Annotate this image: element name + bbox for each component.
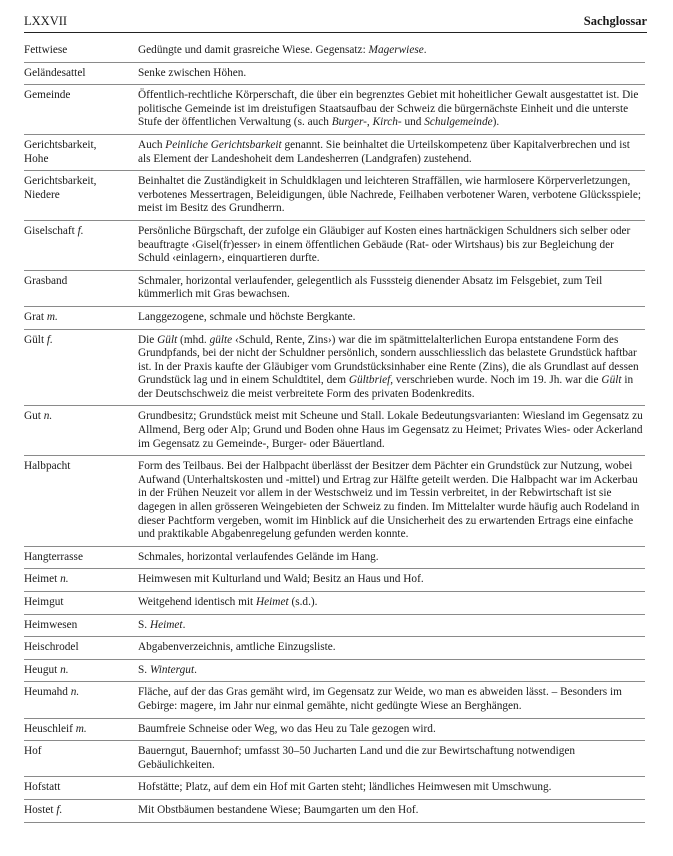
- entry-definition: Öffentlich-rechtliche Körperschaft, die über ein begrenztes Gebiet mit hoheitlicher Gewalt ausgestattet ist. Die politische Gemeinde ist im dreistufigen Staatsaufbau der Schweiz die bürgernächste Einheit und die unterste Stufe der öffentlichen Verwaltung (s. auch Burger-, Kirch- und Schulgemeinde).: [138, 89, 639, 129]
- entry-term: [24, 664, 138, 678]
- glossary-entry: [24, 777, 645, 800]
- entry-definition: Auch Peinliche Gerichtsbarkeit genannt. Sie beinhaltet die Urteilskompetenz über Kapitalverbrechen und ist als Element der Landeshoheit dem Landesherren (Landgrafen) zustehend.: [138, 138, 630, 165]
- term-word: Heimgut: [24, 596, 64, 608]
- entry-term: [24, 67, 138, 81]
- entry-term: [24, 723, 138, 737]
- italic-term: Heimet: [256, 596, 289, 608]
- term-word: Heimwesen: [24, 618, 78, 631]
- italic-term: Magerwiese: [368, 44, 424, 56]
- grammatical-gender: n.: [57, 573, 69, 586]
- glossary-entry: [24, 637, 645, 660]
- glossary-entry: [24, 800, 645, 823]
- italic-term: Gültbrief: [348, 374, 391, 387]
- entry-definition: Beinhaltet die Zuständigkeit in Schuldklagen und leichteren Straffällen, wie harmlosere Körperverletzungen, verbotenes Messertragen, Beleidigungen, üble Nachrede, Feilhaben verbotener Waren, verbotene Glücksspiele; meist im Besitz des Grundherrn.: [138, 175, 641, 215]
- grammatical-gender: m.: [72, 722, 87, 735]
- italic-term: Kirch-: [372, 116, 402, 129]
- entry-term: [24, 44, 138, 58]
- entry-definition: Langgezogene, schmale und höchste Bergkante.: [138, 310, 356, 323]
- entry-definition: Weitgehend identisch mit Heimet (s.d.).: [138, 596, 318, 608]
- entry-definition: Abgabenverzeichnis, amtliche Einzugsliste.: [138, 641, 336, 654]
- glossary-entry: [24, 271, 645, 307]
- entry-term: [24, 573, 138, 587]
- entry-term: [24, 641, 138, 655]
- grammatical-gender: f.: [74, 224, 84, 237]
- entry-term: [24, 334, 138, 402]
- entry-definition: Grundbesitz; Grundstück meist mit Scheune und Stall. Lokale Bedeutungsvarianten: Wiesland im Gegensatz zu Allmend, Berg oder Alp; Grund und Boden ohne Haus im Gegensatz zu Heimet; Privates Wies- oder Ackerland im Gegensatz zu Gemeinde-, Burger- oder Bäuertland.: [138, 410, 643, 450]
- entry-definition: Fläche, auf der das Gras gemäht wird, im Gegensatz zur Weide, wo man es abweiden lässt. – Besonders im Gebirge: magere, im Jahr nur einmal gemähte, nicht gedüngte Wiese an Berghängen.: [138, 686, 622, 712]
- italic-term: gülte: [209, 333, 233, 346]
- entry-definition: Gedüngte und damit grasreiche Wiese. Gegensatz: Magerwiese.: [138, 44, 427, 56]
- entry-definition: Schmales, horizontal verlaufendes Gelände im Hang.: [138, 550, 379, 563]
- term-word: Heuschleif: [24, 722, 73, 735]
- entry-definition: Schmaler, horizontal verlaufender, gelegentlich als Fusssteig dienender Absatz im Felsgebiet, zum Teil kümmerlich mit Gras bewachsen.: [138, 274, 603, 301]
- glossary-entry: [24, 547, 645, 570]
- entry-definition: Bauerngut, Bauernhof; umfasst 30–50 Jucharten Land und die zur Bewirtschaftung notwendigen Gebäulichkeiten.: [138, 745, 576, 771]
- term-word: Gut: [24, 410, 41, 423]
- italic-term: Peinliche Gerichtsbarkeit: [165, 138, 282, 151]
- term-word: Hofstatt: [24, 781, 61, 794]
- glossary-entry: [24, 615, 645, 638]
- entry-term: [24, 175, 138, 216]
- term-word: Gerichtsbarkeit, Niedere: [24, 175, 97, 201]
- grammatical-gender: n.: [57, 663, 69, 676]
- entry-term: [24, 311, 138, 325]
- term-word: Grasband: [24, 274, 68, 287]
- term-word: Gemeinde: [24, 89, 71, 102]
- term-word: Hof: [24, 745, 42, 758]
- italic-term: Gült: [601, 374, 622, 387]
- entry-definition: Hofstätte; Platz, auf dem ein Hof mit Garten steht; ländliches Heimwesen mit Umschwung.: [138, 781, 552, 794]
- term-word: Hostet: [24, 803, 54, 816]
- page-number: LXXVII: [24, 14, 68, 28]
- glossary-entry: [24, 682, 645, 718]
- entry-definition: Form des Teilbaus. Bei der Halbpacht überlässt der Besitzer dem Pächter ein Grundstück zur Nutzung, wobei Aufwand (Unterhaltskosten und -mittel) und Ertrag zur Hälfte geteilt werden. Die Halbpacht war im Ackerbau in der Frühen Neuzeit vor allem in der Westschweiz und im Tessin verbreitet, in der Rebwirtschaft ist sie dagegen in allen grösseren Weingebieten der Schweiz zu finden. Im Mittelalter wurde häufig auch Rodeland in dieser Pachtform vergeben, womit im Hinblick auf die Unsicherheit des zu erwartenden Ertrags eine einfache und praktikable Abgabenregelung gefunden werden konnte.: [138, 460, 640, 541]
- entry-definition: Persönliche Bürgschaft, der zufolge ein Gläubiger auf Kosten eines hartnäckigen Schuldners sich selber oder beauftragte ‹Gisel(fr)esser› in einem öffentlichen Gebäude (Rat- oder Wirtshaus) bis zur Begleichung der Schuld ‹einlagern›, einquartieren durfte.: [138, 224, 631, 265]
- entry-definition: S. Wintergut.: [138, 663, 197, 676]
- italic-term: Heimet: [149, 618, 183, 631]
- term-word: Heischrodel: [24, 641, 79, 654]
- term-word: Giselschaft: [24, 224, 75, 237]
- term-word: Heumahd: [24, 686, 68, 699]
- entry-definition: Baumfreie Schneise oder Weg, wo das Heu zu Tale gezogen wird.: [138, 722, 436, 735]
- entry-term: [24, 619, 138, 633]
- glossary-entry: [24, 592, 645, 615]
- entry-term: [24, 686, 138, 713]
- glossary-entry: [24, 221, 645, 271]
- grammatical-gender: n.: [40, 410, 53, 423]
- entry-term: [24, 551, 138, 565]
- term-word: Hangterrasse: [24, 550, 83, 563]
- glossary-entry: [24, 307, 645, 330]
- glossary-table: [24, 34, 645, 823]
- glossary-entry: [24, 719, 645, 742]
- term-word: Heugut: [24, 663, 58, 676]
- glossary-entry: [24, 171, 645, 221]
- entry-term: [24, 596, 138, 610]
- entry-term: [24, 139, 138, 166]
- glossary-entry: [24, 135, 645, 171]
- italic-term: Gült: [157, 333, 178, 346]
- entry-term: [24, 410, 138, 451]
- glossary-entry: [24, 406, 645, 456]
- italic-term: Wintergut: [149, 663, 195, 676]
- running-header: [24, 14, 647, 29]
- glossary-entry: [24, 569, 645, 592]
- glossary-entry: [24, 456, 645, 547]
- section-title: Sachglossar: [583, 14, 647, 28]
- entry-term: [24, 460, 138, 542]
- entry-term: [24, 745, 138, 772]
- grammatical-gender: f.: [44, 333, 53, 346]
- term-word: Gült: [24, 333, 45, 346]
- grammatical-gender: f.: [53, 803, 63, 816]
- entry-definition: Senke zwischen Höhen.: [138, 66, 247, 79]
- italic-term: Schulgemeinde: [424, 116, 493, 129]
- entry-term: [24, 89, 138, 130]
- glossary-entry: [24, 741, 645, 777]
- term-word: Fettwiese: [24, 44, 68, 56]
- entry-definition: Die Gült (mhd. gülte ‹Schuld, Rente, Zins›) war die im spätmittelalterlichen Europa entstandene Form des Grundpfands, bei der nicht der Schuldner persönlich, sondern ausschliesslich das belastete Grundstück haftbar ist. In der Praxis kaufte der Gläubiger vom Grundstücksinhaber eine Rente (Zins), die als Grundlast auf dessen Grundstück lag und in einem Schuldtitel, dem Gültbrief, verschrieben wurde. Noch im 19. Jh. war die Gült in der Deutschschweiz die meist verbreitete Form des privaten Bodenkredits.: [138, 333, 639, 400]
- term-word: Gerichtsbarkeit, Hohe: [24, 138, 97, 165]
- entry-term: [24, 225, 138, 266]
- entry-term: [24, 275, 138, 302]
- term-word: Grat: [24, 310, 45, 323]
- entry-definition: Mit Obstbäumen bestandene Wiese; Baumgarten um den Hof.: [138, 803, 419, 816]
- term-word: Heimet: [24, 573, 58, 586]
- term-word: Geländesattel: [24, 66, 86, 79]
- glossary-entry: [24, 85, 645, 135]
- entry-term: [24, 804, 138, 818]
- term-word: Halbpacht: [24, 460, 71, 473]
- entry-definition: S. Heimet.: [138, 618, 186, 631]
- italic-term: Burger-: [331, 116, 367, 129]
- glossary-entry: [24, 330, 645, 407]
- entry-term: [24, 781, 138, 795]
- glossary-entry: [24, 63, 645, 86]
- grammatical-gender: m.: [44, 310, 58, 323]
- header-rule: [24, 32, 647, 33]
- grammatical-gender: n.: [67, 686, 80, 699]
- glossary-entry: [24, 660, 645, 683]
- glossary-entry: [24, 34, 645, 63]
- entry-definition: Heimwesen mit Kulturland und Wald; Besitz an Haus und Hof.: [138, 573, 424, 586]
